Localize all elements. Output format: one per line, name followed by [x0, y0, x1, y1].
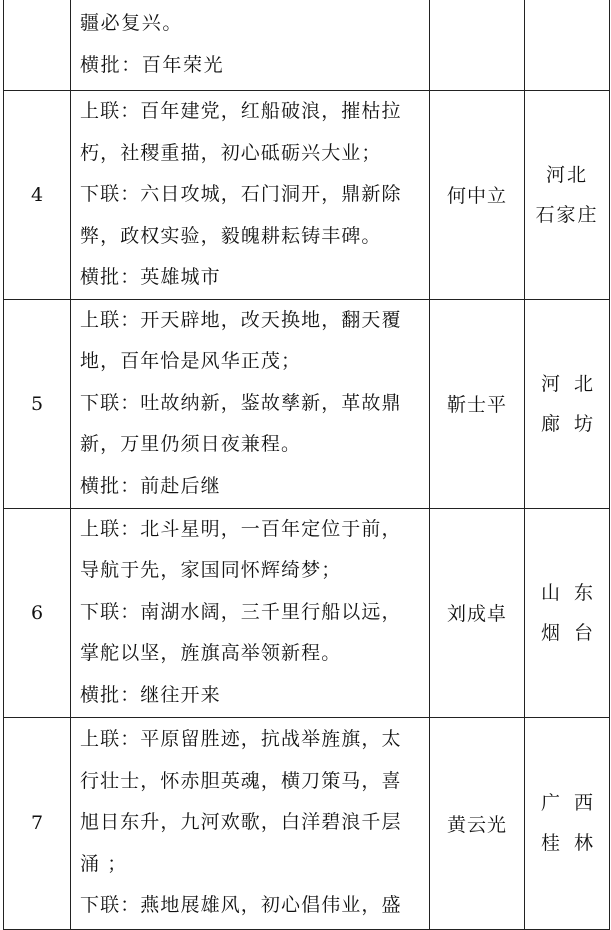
- couplet-line: 旭日东升，九河欢歌，白洋碧浪千层: [80, 811, 402, 834]
- couplet-line: 横批：前赴后继: [80, 474, 221, 497]
- table-row: [4, 508, 610, 717]
- entry-number: 5: [4, 299, 71, 508]
- author-location: [525, 91, 610, 300]
- couplet-line: 下联：南湖水阔，三千里行船以远，: [80, 600, 402, 623]
- entry-number: 4: [4, 91, 71, 300]
- couplet-text: [71, 299, 430, 508]
- couplet-text: [71, 508, 430, 717]
- couplet-text: [71, 717, 430, 929]
- author-name: 何中立: [430, 91, 525, 300]
- location-line: 桂林: [540, 832, 607, 854]
- location-line: 烟台: [540, 621, 607, 644]
- couplet-line: 下联：燕地展雄风，初心倡伟业，盛: [80, 894, 402, 917]
- table-row: [4, 91, 610, 300]
- couplet-line: 上联：北斗星明，一百年定位于前，: [80, 517, 402, 540]
- author-location: [525, 508, 610, 717]
- couplet-table: [3, 0, 610, 930]
- couplet-line: 朽，社稷重描，初心砥砺兴大业；: [80, 141, 382, 164]
- couplet-line: 下联：吐故纳新，鉴故孳新，革故鼎: [80, 391, 402, 414]
- couplet-line: 横批：继往开来: [80, 683, 221, 706]
- couplet-line: 上联：百年建党，红船破浪，摧枯拉: [80, 100, 402, 122]
- couplet-line: 涌 ；: [80, 852, 128, 875]
- location-line: 石家庄: [535, 203, 599, 226]
- couplet-text: [71, 0, 430, 91]
- couplet-line: 新，万里仍须日夜兼程。: [80, 433, 302, 456]
- author-name: [430, 0, 525, 91]
- author-location: [525, 299, 610, 508]
- entry-number: [4, 0, 71, 91]
- couplet-line: 疆必复兴。: [80, 12, 184, 34]
- location-line: 河北: [540, 372, 607, 395]
- couplet-line: 地，百年恰是风华正茂；: [80, 350, 302, 373]
- table-row: [4, 717, 610, 929]
- author-name: 刘成卓: [430, 508, 525, 717]
- author-location: [525, 717, 610, 929]
- table-row-continued: [4, 0, 610, 91]
- couplet-line: 行壮士，怀赤胆英魂，横刀策马，喜: [80, 769, 402, 792]
- couplet-line: 掌舵以坚，旌旗高举领新程。: [80, 642, 342, 665]
- entry-number: 7: [4, 717, 71, 929]
- location-line: 广西: [540, 792, 607, 814]
- location-line: 河北: [545, 163, 588, 186]
- couplet-line: 下联：六日攻城，石门洞开，鼎新除: [80, 183, 402, 205]
- author-name: 靳士平: [430, 299, 525, 508]
- location-line: 山东: [540, 581, 607, 604]
- table-row: [4, 299, 610, 508]
- author-location: [525, 0, 610, 91]
- couplet-line: 上联：开天辟地，改天换地，翻天覆: [80, 308, 402, 331]
- entry-number: 6: [4, 508, 71, 717]
- couplet-line: 横批：百年荣光: [80, 53, 225, 76]
- author-name: 黄云光: [430, 717, 525, 929]
- couplet-text: [71, 91, 430, 300]
- location-line: 廊坊: [540, 412, 607, 435]
- couplet-line: 上联：平原留胜迹，抗战举旌旗，太: [80, 728, 402, 751]
- couplet-line: 弊，政权实验，毅魄耕耘铸丰碑。: [80, 224, 382, 247]
- couplet-line: 导航于先，家国同怀辉绮梦；: [80, 559, 342, 582]
- couplet-line: 横批：英雄城市: [80, 266, 221, 288]
